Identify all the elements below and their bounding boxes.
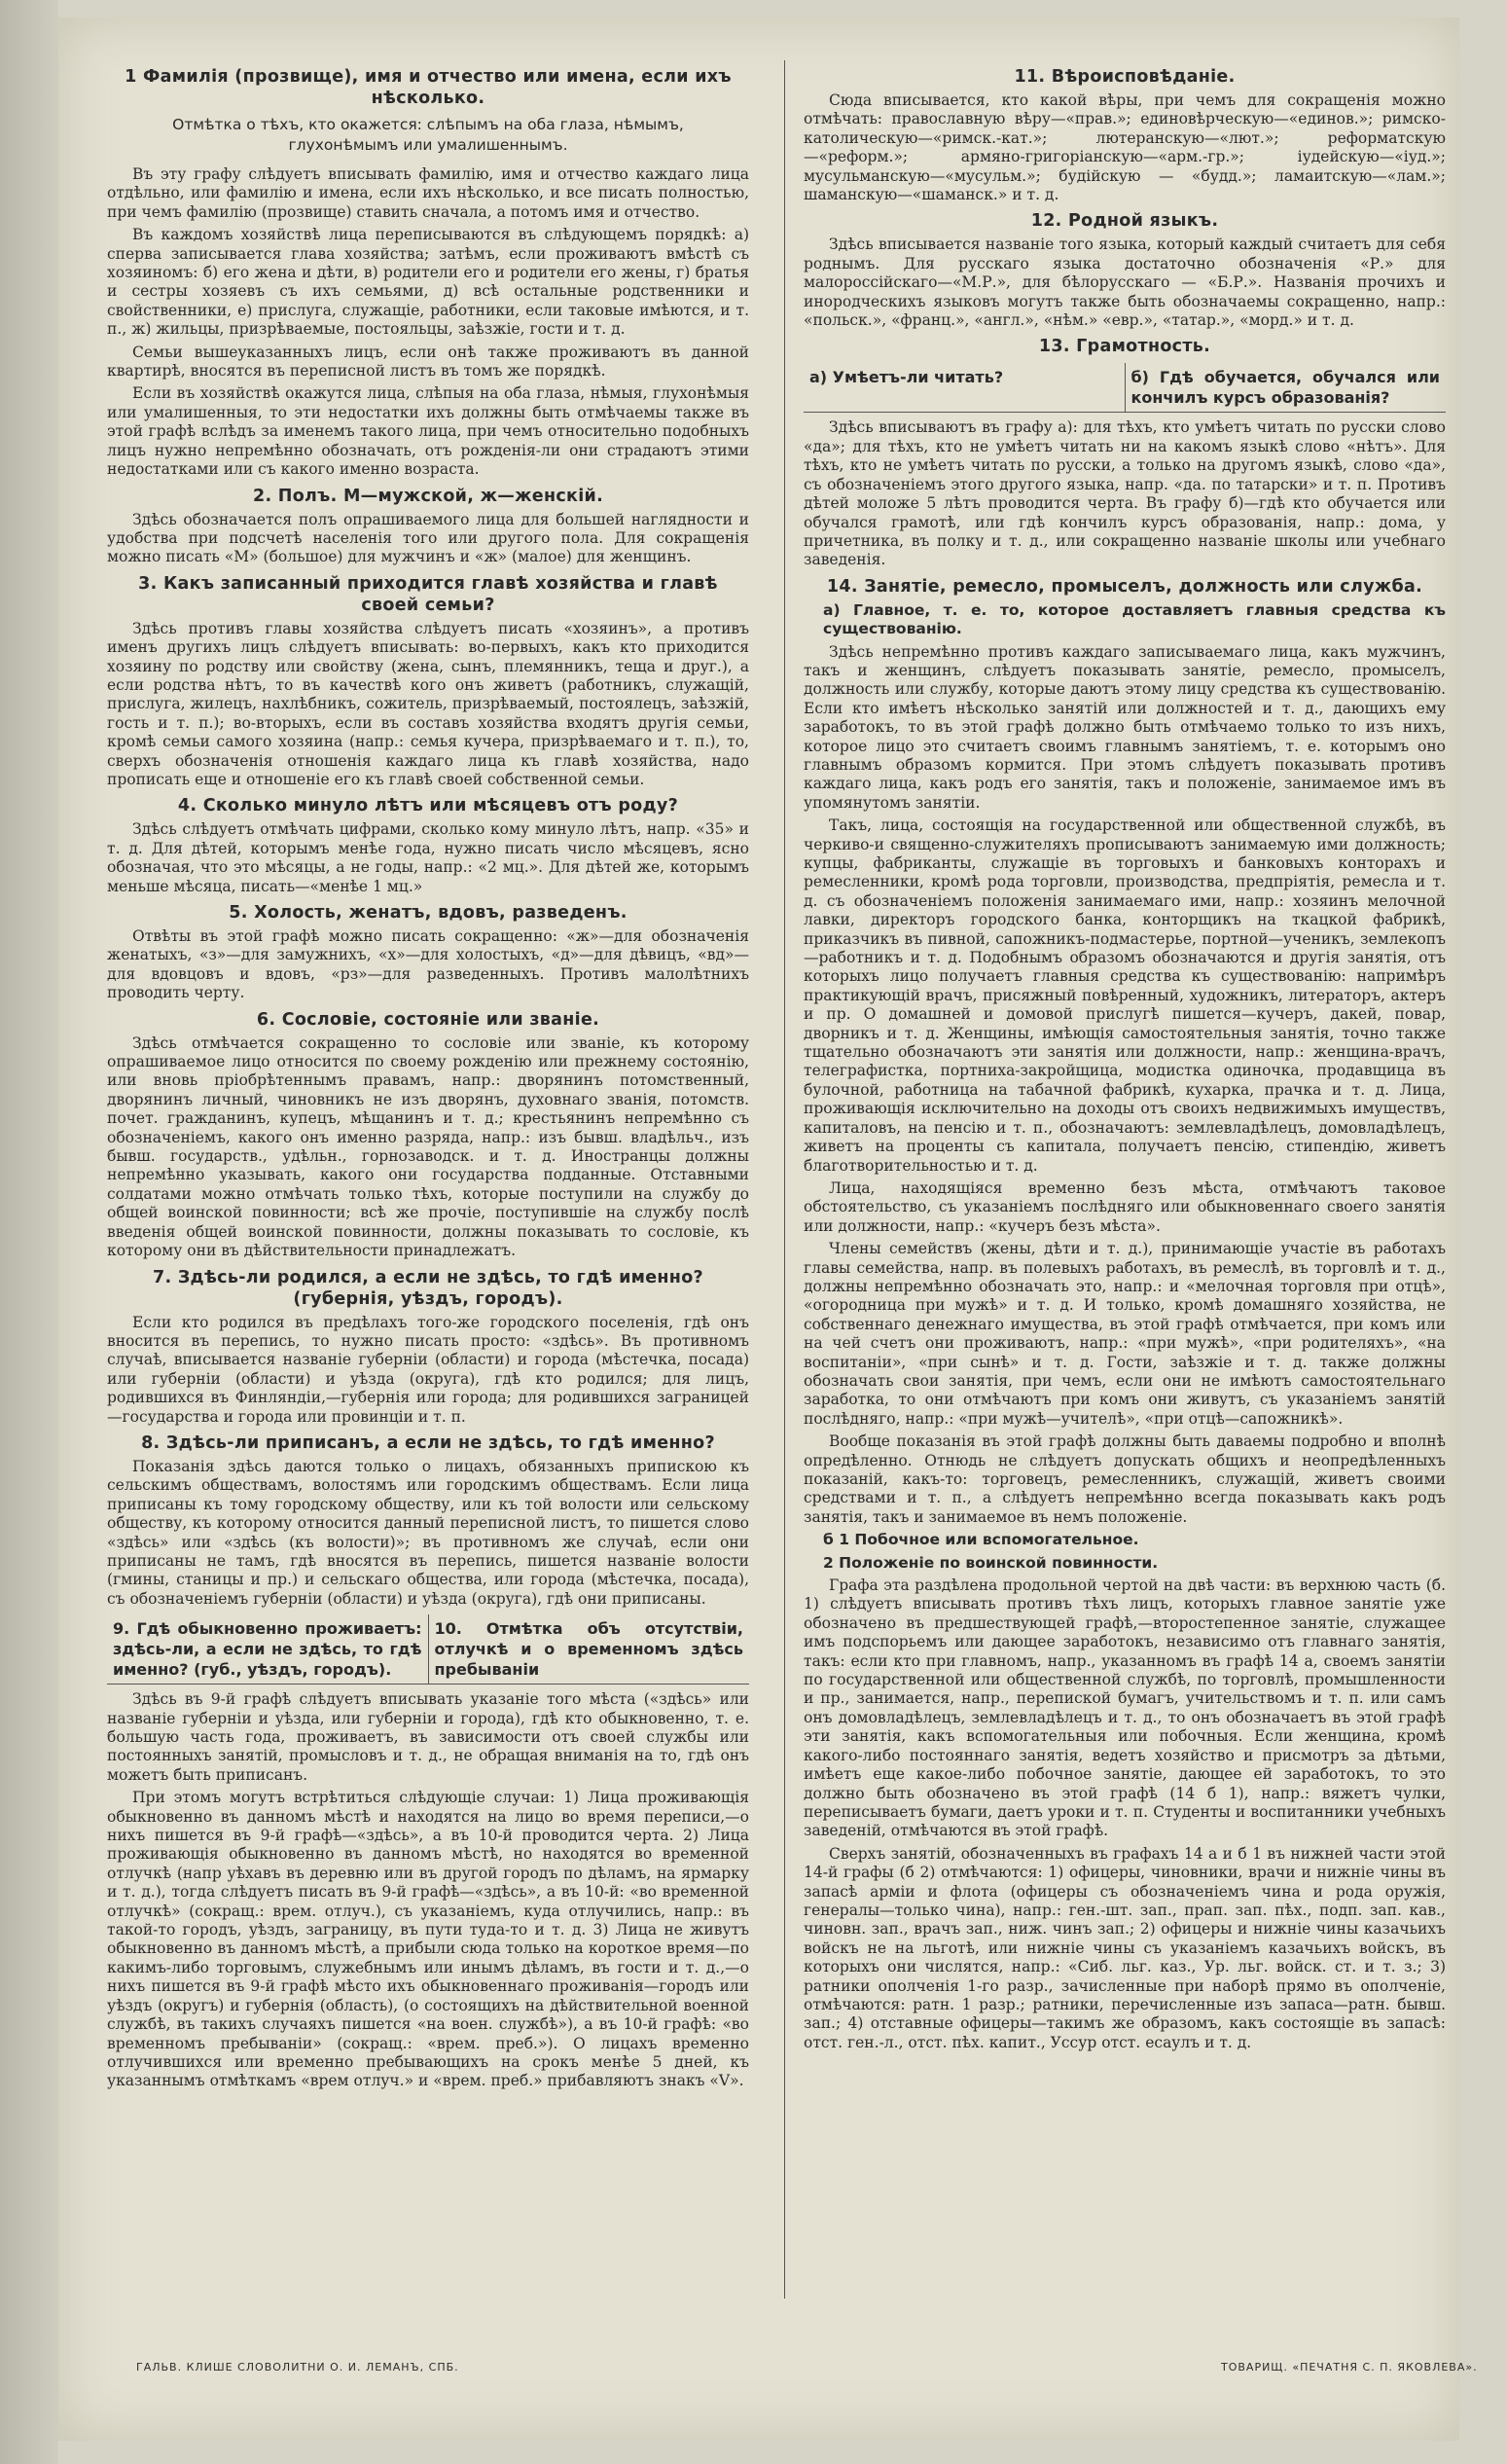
- section-12-title: 12. Родной языкъ.: [1030, 211, 1219, 232]
- paragraph: Если кто родился въ предѣлахъ того-же городского поселенія, гдѣ онъ вносится въ перепись, то нужно писать просто: «здѣсь». Въ противномъ случаѣ, вписывается названіе губерніи (области) и города (мѣстечка, посада) или губерніи (области) и уѣзда (округа), гдѣ кто родился; для лицъ, родившихся въ Финляндіи,—губернія или города; для родившихся заграницей—государства и города или провинціи и т. п.: [107, 1313, 749, 1426]
- paragraph: Здѣсь отмѣчается сокращенно то сословіе или званіе, къ которому опрашиваемое лицо относится по своему рожденію или прежнему состоянію, или вновь пріобрѣтеннымъ правамъ, напр.: дворянинъ потомственный, дворянинъ личный, чиновникъ не изъ дворянъ, духовнаго званія, потомств. почет. гражданинъ, купецъ, мѣщанинъ и т. д.; крестьянинъ непремѣнно съ обозначеніемъ, какого онъ именно разряда, напр.: изъ бывш. владѣльч., изъ бывш. государств., удѣльн., горнозаводск. и т. д. Иностранцы должны непремѣнно указывать, какого они государства подданные. Отставными солдатами можно отмѣчать только тѣхъ, которые поступили на службу до общей воинской повинности; всѣ же прочіе, поступившіе на службу послѣ введенія общей воинской повинности, должны показывать то сословіе, къ которому они въ дѣйствительности принадлежатъ.: [107, 1033, 749, 1260]
- printer-credit-right: ТОВАРИЩ. «ПЕЧАТНЯ С. П. ЯКОВЛЕВА».: [1221, 2361, 1478, 2373]
- paragraph: Здѣсь обозначается полъ опрашиваемого лица для большей наглядности и удобства при подсчетѣ населенія того или другого пола. Для сокращенія можно писать «М» (большое) для мужчинъ и «ж» (малое) для женщинъ.: [107, 510, 749, 566]
- paragraph: Отвѣты въ этой графѣ можно писать сокращенно: «ж»—для обозначенія женатыхъ, «з»—для замужнихъ, «х»—для холостыхъ, «д»—для дѣвицъ, «вд»—для вдовцовъ и вдовъ, «рз»—для разведенныхъ. Противъ малолѣтнихъ проводить черту.: [107, 927, 749, 1002]
- page-edge-shadow: [0, 0, 58, 2464]
- section-10-title: 10. Отмѣтка объ отсутствіи, отлучкѣ и о временномъ здѣсь пребываніи: [434, 1619, 743, 1680]
- section-13b-title: б) Гдѣ обучается, обучался или кончилъ курсъ образованія?: [1130, 368, 1440, 408]
- section-1-note: Отмѣтка о тѣхъ, кто окажется: слѣпымъ на оба глаза, нѣмымъ, глухонѣмымъ или умалишеннымъ.: [172, 116, 684, 154]
- paragraph: Здѣсь вписываютъ въ графу а): для тѣхъ, кто умѣетъ читать по русски слово «да»; для тѣхъ, кто не умѣетъ читать ни на какомъ языкѣ слово «нѣтъ». Для тѣхъ, кто не умѣетъ читать по русски, а только на другомъ языкѣ, слово «да», съ обозначеніемъ этого другого языка, напр. «да. по татарски» и т. п. Противъ дѣтей моложе 5 лѣтъ проводится черта. Въ графу б)—гдѣ кто обучается или обучался грамотѣ, или гдѣ кончилъ курсъ образованія, напр.: дома, у причетника, въ полку и т. д., или сокращенно названіе школы или учебнаго заведенія.: [804, 418, 1446, 569]
- paragraph: Лица, находящіяся временно безъ мѣста, отмѣчаютъ таковое обстоятельство, съ указаніемъ послѣдняго или обыкновеннаго своего занятія или должности, напр.: «кучеръ безъ мѣста».: [804, 1178, 1446, 1235]
- section-13a-title: а) Умѣетъ-ли читать?: [804, 363, 1126, 412]
- section-14b2-title: 2 Положеніе по воинской повинности.: [823, 1553, 1159, 1572]
- section-2-title: 2. Полъ. М—мужской, ж—женскій.: [252, 486, 604, 506]
- paragraph: При этомъ могутъ встрѣтиться слѣдующіе случаи: 1) Лица проживающія обыкновенно въ данномъ мѣстѣ и находятся на лицо во время переписи,—о нихъ пишется въ 9-й графѣ—«здѣсь», а въ 10-й проводится черта. 2) Лица проживающія обыкновенно въ данномъ мѣстѣ, но находятся во временной отлучкѣ (напр уѣхавъ въ деревню или въ другой городъ по дѣламъ, на ярмарку и т. д.), тогда слѣдуетъ писать въ 9-й графѣ—«здѣсь», а въ 10-й: «во временной отлучкѣ» (сокращ.: врем. отлуч.), съ указаніемъ, куда отлучились, напр.: въ такой-то городъ, уѣздъ, заграницу, въ пути туда-то и т. д. 3) Лица не живутъ обыкновенно въ данномъ мѣстѣ, а прибыли сюда только на короткое время—по какимъ-либо торговымъ, служебнымъ или инымъ дѣламъ, въ гости и т. д.,—о нихъ пишется въ 9-й графѣ мѣсто ихъ обыкновеннаго проживанія—городъ или уѣздъ (округъ) и губернія (область), (о состоящихъ на дѣйствительной военной службѣ, въ такихъ случаяхъ пишется «на воен. службѣ»), а въ 10-й графѣ: «во временномъ пребываніи» (сокращ.: «врем. преб.»). О лицахъ временно отлучившихся или временно пребывающихъ на срокъ менѣе 5 дней, къ указаннымъ отмѣткамъ «врем отлуч.» и «врем. преб.» прибавляютъ знакъ «V».: [107, 1789, 749, 2090]
- paragraph: Здѣсь непремѣнно противъ каждаго записываемаго лица, какъ мужчинъ, такъ и женщинъ, слѣдуетъ показывать занятіе, ремесло, промыселъ, должность или службу, которые даютъ этому лицу средства къ существованію. Если кто имѣетъ нѣсколько занятій или должностей и т. д., дающихъ ему заработокъ, то въ этой графѣ должно быть отмѣчаемо только то изъ нихъ, которое лицо это считаетъ своимъ главнымъ занятіемъ, т. е. которымъ оно главнымъ образомъ кормится. При этомъ слѣдуетъ показывать противъ каждаго лица, какъ родъ его занятія, такъ и положеніе, занимаемое имъ въ упомянутомъ занятіи.: [804, 642, 1446, 812]
- section-7-title: 7. Здѣсь-ли родился, а если не здѣсь, то гдѣ именно? (губернія, уѣздъ, городъ).: [153, 1267, 703, 1309]
- left-column: [107, 60, 749, 2318]
- paragraph: Здѣсь слѣдуетъ отмѣчать цифрами, сколько кому минуло лѣтъ, напр. «35» и т. д. Для дѣтей, которымъ менѣе года, нужно писать число мѣсяцевъ, ясно обозначая, что это мѣсяцы, а не годы, напр.: «2 мц.». Для дѣтей же, которымъ меньше мѣсяца, писать—«менѣе 1 мц.»: [107, 820, 749, 895]
- section-14a-title: а) Главное, т. е. то, которое доставляетъ главныя средства къ существованію.: [823, 600, 1446, 638]
- paragraph: Здѣсь въ 9-й графѣ слѣдуетъ вписывать указаніе того мѣста («здѣсь» или названіе губерніи и уѣзда, или губерніи и города), гдѣ кто обыкновенно, т. е. большую часть года, проживаетъ, въ зависимости отъ своей службы или постоянныхъ занятій, промысловъ и т. д., не обращая вниманія на то, гдѣ онъ можетъ быть приписанъ.: [107, 1690, 749, 1784]
- section-14-title: 14. Занятіе, ремесло, промыселъ, должность или служба.: [826, 576, 1423, 597]
- section-3-title: 3. Какъ записанный приходится главѣ хозяйства и главѣ своей семьи?: [138, 573, 718, 615]
- printer-credit-left: ГАЛЬВ. КЛИШЕ СЛОВОЛИТНИ О. И. ЛЕМАНЪ, СПБ.: [136, 2361, 459, 2373]
- paragraph: Если въ хозяйствѣ окажутся лица, слѣпыя на оба глаза, нѣмыя, глухонѣмыя или умалишенныя, то эти недостатки ихъ должны быть отмѣчаемы также въ этой графѣ вслѣдъ за именемъ такого лица, при чемъ относительно подобныхъ лицъ нужно непремѣнно обозначать, отъ рожденія-ли они страдаютъ этими недостатками или съ какого именно возраста.: [107, 384, 749, 479]
- paragraph: Здѣсь противъ главы хозяйства слѣдуетъ писать «хозяинъ», а противъ именъ другихъ лицъ слѣдуетъ вписывать: во-первыхъ, какъ кто приходится хозяину по родству или свойству (жена, сынъ, племянникъ, теща и друг.), а если родства нѣтъ, то въ качествѣ кого онъ живетъ (работникъ, служащій, прислуга, жилецъ, нахлѣбникъ, сожитель, призрѣваемый, постоялецъ, заѣзжій, гость и т. п.); во-вторыхъ, если въ составъ хозяйства входятъ другія семьи, кромѣ семьи самого хозяина (напр.: семья кучера, призрѣваемаго и т. п.), то, сверхъ обозначенія отношенія каждаго лица къ главѣ хозяйства, надо прописать еще и отношеніе его къ главѣ своей собственной семьи.: [107, 619, 749, 788]
- paragraph: Графа эта раздѣлена продольной чертой на двѣ части: въ верхнюю часть (б. 1) слѣдуетъ вписывать противъ тѣхъ лицъ, которыхъ главное занятіе уже обозначено въ предшествующей графѣ,—второстепенное занятіе, служащее имъ подспорьемъ или дающее заработокъ, независимо отъ главнаго занятія, такъ: если кто при главномъ, напр., указанномъ въ графѣ 14 а, своемъ занятіи по государственной или общественной службѣ, по торговлѣ, промышленности и пр., занимается, напр., перепиской бумагъ, учительствомъ и т. п. или самъ онъ домовладѣлецъ, землевладѣлецъ и т. д., то онъ обозначаетъ въ этой графѣ эти занятія, какъ вспомогательныя или побочныя. Если женщина, кромѣ какого-либо постояннаго занятія, ведетъ хозяйство и присмотръ за дѣтьми, имѣетъ еще какое-либо побочное занятіе, дающее ей заработокъ, то это должно быть обозначено въ этой графѣ (14 б 1), напр.: вяжетъ чулки, переписываетъ бумаги, даетъ уроки и т. п. Студенты и воспитанники учебныхъ заведеній, отмѣчаются въ этой графѣ.: [804, 1576, 1446, 1840]
- paragraph: Сверхъ занятій, обозначенныхъ въ графахъ 14 а и б 1 въ нижней части этой 14-й графы (б 2) отмѣчаются: 1) офицеры, чиновники, врачи и нижніе чины въ запасѣ арміи и флота (офицеры съ обозначеніемъ чина и рода оружія, генералы—только чина), напр.: ген.-шт. зап., прап. зап. пѣх., подп. зап. кав., чиновн. зап., врачъ зап., ниж. чинъ зап.; 2) офицеры и нижніе чины казачьихъ войскъ не на льготѣ, или нижніе чины съ указаніемъ казачьихъ войскъ, въ которыхъ они числятся, напр.: «Сиб. льг. каз., Ур. льг. войск. ст. и т. з.; 3) ратники ополченія 1-го разр., зачисленные при наборѣ прямо въ ополченіе, отмѣчаются: ратн. 1 разр.; ратники, перечисленные изъ запаса—ратн. бывш. зап.; 4) отставные офицеры—такимъ же образомъ, какъ состоящіе въ запасѣ: отст. ген.-л., отст. пѣх. капит., Уссур отст. есаулъ и т. д.: [804, 1844, 1446, 2051]
- paragraph: Въ каждомъ хозяйствѣ лица переписываются въ слѣдующемъ порядкѣ: а) сперва записывается глава хозяйства; затѣмъ, если проживаютъ вмѣстѣ съ хозяиномъ: б) его жена и дѣти, в) родители его и родители его жены, г) братья и сестры хозяевъ съ ихъ семьями, д) всѣ остальные родственники и свойственники, е) прислуга, служащіе, работники, если таковые имѣются, и т. п., ж) жильцы, призрѣваемые, постояльцы, заѣзжіе, гости и т. д.: [107, 226, 749, 339]
- section-6-title: 6. Сословіе, состояніе или званіе.: [256, 1009, 600, 1030]
- section-5-title: 5. Холость, женатъ, вдовъ, разведенъ.: [229, 903, 628, 923]
- paragraph: Вообще показанія въ этой графѣ должны быть даваемы подробно и вполнѣ опредѣленно. Отнюдь не слѣдуетъ допускать общихъ и неопредѣленныхъ показаній, какъ-то: торговецъ, ремесленникъ, служащій, живетъ своими средствами и т. п., а слѣдуетъ непремѣнно всегда показывать какъ родъ занятія, такъ и занимаемое въ немъ положеніе.: [804, 1432, 1446, 1526]
- section-13-title: 13. Грамотность.: [1038, 337, 1211, 357]
- section-11-title: 11. Вѣроисповѣданіе.: [1014, 67, 1236, 87]
- section-9-title: 9. Гдѣ обыкновенно проживаетъ: здѣсь-ли, а если не здѣсь, то гдѣ именно? (губ., уѣздъ, городъ).: [107, 1614, 429, 1684]
- paragraph: Здѣсь вписывается названіе того языка, который каждый считаетъ для себя роднымъ. Для русскаго языка достаточно обозначенія «Р.» для малороссійскаго—«М.Р.», для бѣлорусскаго — «Б.Р.». Названія прочихъ и инородческихъ языковъ могутъ также быть обозначаемы сокращенно, напр.: «польск.», «франц.», «англ.», «нѣм.» «евр.», «татар.», «морд.» и т. д.: [804, 236, 1446, 330]
- paragraph: Семьи вышеуказанныхъ лицъ, если онѣ также проживаютъ въ данной квартирѣ, вносятся въ переписной листъ въ томъ же порядкѣ.: [107, 343, 749, 380]
- paragraph: Такъ, лица, состоящія на государственной или общественной службѣ, въ черкиво-и священно-служителяхъ прописываютъ занимаемую ими должность; купцы, фабриканты, служащіе въ торговыхъ и банковыхъ конторахъ и ремесленники, кромѣ рода торговли, производства, предпріятія, ремесла и т. д. съ обозначеніемъ положенія занимаемаго ими, напр.: хозяинъ мелочной лавки, директоръ городского банка, конторщикъ на ткацкой фабрикѣ, приказчикъ въ пивной, сапожникъ-подмастерье, портной—ученикъ, землекопъ—работникъ и т. д. Подобнымъ образомъ обозначаются и другія занятія, отъ которыхъ лицо получаетъ главныя средства къ существованію: напримѣръ практикующій врачъ, присяжный повѣренный, художникъ, литераторъ, актеръ и пр. О домашней и домовой прислугѣ пишется—кучеръ, дакей, повар, дворникъ и т. д. Женщины, имѣющія самостоятельныя занятія, точно также тщательно обозначаютъ эти занятія или должности, напр.: женщина-врачъ, телеграфистка, портниха-закройщица, модистка одиночка, продавщица въ булочной, работница на табачной фабрикѣ, кухарка, прачка и т. д. Лица, проживающія исключительно на доходы отъ своихъ недвижимыхъ имуществъ, капиталовъ, на пенсію и т. п., обозначаютъ: землевладѣлецъ, домовладѣлецъ, живетъ на проценты съ капитала, получаетъ пенсію, стипендію, живетъ благотворительностью и т. д.: [804, 816, 1446, 1175]
- paragraph: Показанія здѣсь даются только о лицахъ, обязанныхъ припискою къ сельскимъ обществамъ, волостямъ или городскимъ обществамъ. Если лица приписаны къ тому городскому обществу, или къ той волости или сельскому обществу, къ которому относится данный переписной листъ, то пишется слово «здѣсь» или «здѣсь (къ волости)»; въ противномъ же случаѣ, если они приписаны не тамъ, гдѣ вносятся въ перепись, пишется названіе волости (гмины, станицы и пр.) и сельскаго общества, или города (мѣстечка, посада), съ обозначеніемъ губерніи (области) и уѣзда (округа), гдѣ они приписаны.: [107, 1457, 749, 1608]
- paragraph: Въ эту графу слѣдуетъ вписывать фамилію, имя и отчество каждаго лица отдѣльно, или фамилію и имена, если ихъ нѣсколько, и все писать полностью, при чемъ фамилію (прозвище) ставить сначала, а потомъ имя и отчество.: [107, 165, 749, 221]
- section-14b1-title: б 1 Побочное или вспомогательное.: [823, 1531, 1139, 1549]
- column-divider: [784, 60, 785, 2299]
- right-column: [804, 60, 1446, 2318]
- section-9-10-header: [107, 1614, 749, 1685]
- section-8-title: 8. Здѣсь-ли приписанъ, а если не здѣсь, то гдѣ именно?: [141, 1432, 715, 1453]
- section-4-title: 4. Сколько минуло лѣтъ или мѣсяцевъ отъ роду?: [177, 796, 679, 816]
- section-13-header: [804, 363, 1446, 413]
- section-1-title: 1 Фамилія (прозвище), имя и отчество или имена, если ихъ нѣсколько.: [125, 67, 732, 108]
- paragraph: Сюда вписывается, кто какой вѣры, при чемъ для сокращенія можно отмѣчать: православную вѣру—«прав.»; единовѣрческую—«единов.»; римско-католическую—«римск.-кат.»; лютеранскую—«лют.»; реформатскую—«реформ.»; армяно-григоріанскую—«арм.-гр.»; іудейскую—«іуд.»; мусульманскую—«мусульм.»; будійскую — «будд.»; ламаитскую—«лам.»; шаманскую—«шаманск.» и т. д.: [804, 91, 1446, 204]
- paragraph: Члены семействъ (жены, дѣти и т. д.), принимающіе участіе въ работахъ главы семейства, напр. въ полевыхъ работахъ, въ ремеслѣ, въ торговлѣ и т. д., должны непремѣнно обозначать это, напр.: и «мелочная торговля при отцѣ», «огородница при мужѣ» и т. д. И только, кромѣ домашняго хозяйства, не собственнаго денежнаго имущества, въ этой графѣ отмѣчается, при комъ или на чей счетъ они проживаютъ, напр.: «при мужѣ», «при родителяхъ», «на воспитаніи», «при сынѣ» и т. д. Гости, заѣзжіе и т. д. также должны обозначать свои занятія, при чемъ, если они не имѣютъ самостоятельнаго заработка, то они отмѣчаютъ при комъ они живутъ, съ указаніемъ занятій послѣдняго, напр.: «при мужѣ—учителѣ», «при отцѣ—сапожникѣ».: [804, 1240, 1446, 1428]
